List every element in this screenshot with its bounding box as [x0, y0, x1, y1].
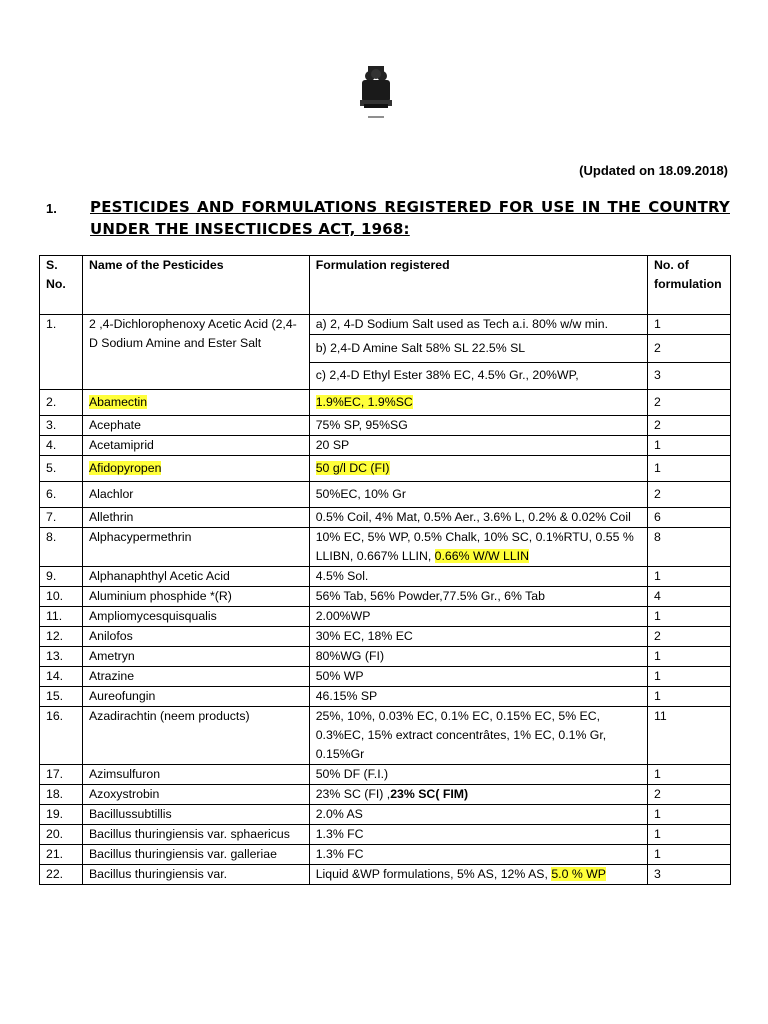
cell-name: Bacillussubtillis: [82, 805, 309, 825]
cell-count: 8: [648, 528, 731, 567]
cell-sno: 21.: [40, 845, 83, 865]
highlighted-formulation: 5.0 % WP: [551, 867, 606, 881]
cell-sno: 12.: [40, 627, 83, 647]
table-row: [40, 567, 731, 587]
table-row: [40, 687, 731, 707]
cell-count: 1: [648, 825, 731, 845]
cell-formulation: 30% EC, 18% EC: [309, 627, 647, 647]
cell-formulation: 25%, 10%, 0.03% EC, 0.1% EC, 0.15% EC, 5% EC, 0.3%EC, 15% extract concentrâtes, 1% EC, 0.1% Gr, 0.15%Gr: [309, 707, 647, 765]
table-row: [40, 805, 731, 825]
cell-count: 1: [648, 567, 731, 587]
cell-formulation: a) 2, 4-D Sodium Salt used as Tech a.i. 80% w/w min.: [309, 315, 647, 335]
cell-count: 2: [648, 416, 731, 436]
cell-formulation: 1.3% FC: [309, 845, 647, 865]
cell-formulation: 2.0% AS: [309, 805, 647, 825]
cell-count: 2: [648, 390, 731, 416]
table-row: [40, 865, 731, 885]
cell-formulation: 23% SC (FI) ,23% SC( FIM): [309, 785, 647, 805]
cell-name: Allethrin: [82, 508, 309, 528]
table-row: [40, 647, 731, 667]
cell-sno: 7.: [40, 508, 83, 528]
cell-formulation: 4.5% Sol.: [309, 567, 647, 587]
table-row: [40, 456, 731, 482]
cell-formulation: 1.9%EC, 1.9%SC: [309, 390, 647, 416]
cell-sno: 10.: [40, 587, 83, 607]
cell-count: 2: [648, 627, 731, 647]
cell-formulation: 20 SP: [309, 436, 647, 456]
cell-formulation: 0.5% Coil, 4% Mat, 0.5% Aer., 3.6% L, 0.2% & 0.02% Coil: [309, 508, 647, 528]
cell-count: 2: [648, 335, 731, 363]
pesticide-table: [39, 255, 731, 885]
cell-count: 4: [648, 587, 731, 607]
cell-sno: 9.: [40, 567, 83, 587]
cell-sno: 11.: [40, 607, 83, 627]
cell-formulation: c) 2,4-D Ethyl Ester 38% EC, 4.5% Gr., 20%WP,: [309, 363, 647, 390]
cell-sno: 18.: [40, 785, 83, 805]
table-row: [40, 436, 731, 456]
national-emblem-logo: [356, 64, 396, 122]
cell-count: 3: [648, 865, 731, 885]
table-row: [40, 482, 731, 508]
header-count: No. of formulation: [648, 256, 731, 315]
cell-sno: 4.: [40, 436, 83, 456]
cell-sno: 5.: [40, 456, 83, 482]
cell-count: 1: [648, 607, 731, 627]
cell-count: 11: [648, 707, 731, 765]
table-row: [40, 627, 731, 647]
table-row: [40, 667, 731, 687]
cell-count: 1: [648, 845, 731, 865]
cell-formulation: 2.00%WP: [309, 607, 647, 627]
cell-name: Alachlor: [82, 482, 309, 508]
cell-name: Ampliomycesquisqualis: [82, 607, 309, 627]
cell-count: 1: [648, 456, 731, 482]
table-header-row: [40, 256, 731, 315]
cell-formulation: 50 g/l DC (FI): [309, 456, 647, 482]
table-row: [40, 528, 731, 567]
cell-name: Acephate: [82, 416, 309, 436]
cell-count: 3: [648, 363, 731, 390]
header-name: Name of the Pesticides: [82, 256, 309, 315]
cell-name: Azimsulfuron: [82, 765, 309, 785]
cell-count: 1: [648, 687, 731, 707]
cell-formulation: 10% EC, 5% WP, 0.5% Chalk, 10% SC, 0.1%RTU, 0.55 % LLIBN, 0.667% LLIN, 0.66% W/W LLIN: [309, 528, 647, 567]
cell-formulation: 50% DF (F.I.): [309, 765, 647, 785]
cell-sno: 13.: [40, 647, 83, 667]
cell-formulation: b) 2,4-D Amine Salt 58% SL 22.5% SL: [309, 335, 647, 363]
cell-name: Azoxystrobin: [82, 785, 309, 805]
cell-count: 1: [648, 315, 731, 335]
table-row: [40, 607, 731, 627]
cell-formulation: 1.3% FC: [309, 825, 647, 845]
bold-formulation: 23% SC( FIM): [390, 787, 469, 801]
header-formulation: Formulation registered: [309, 256, 647, 315]
cell-formulation: Liquid &WP formulations, 5% AS, 12% AS, 5.0 % WP: [309, 865, 647, 885]
cell-count: 1: [648, 436, 731, 456]
cell-sno: 15.: [40, 687, 83, 707]
cell-name: Abamectin: [82, 390, 309, 416]
table-row: [40, 416, 731, 436]
cell-sno: 20.: [40, 825, 83, 845]
cell-formulation: 50% WP: [309, 667, 647, 687]
cell-name: Alphanaphthyl Acetic Acid: [82, 567, 309, 587]
cell-sno: 1.: [40, 315, 83, 390]
cell-name: Afidopyropen: [82, 456, 309, 482]
cell-sno: 19.: [40, 805, 83, 825]
cell-count: 1: [648, 805, 731, 825]
cell-name: Bacillus thuringiensis var.: [82, 865, 309, 885]
cell-sno: 22.: [40, 865, 83, 885]
table-row: [40, 390, 731, 416]
table-row: [40, 845, 731, 865]
cell-formulation: 80%WG (FI): [309, 647, 647, 667]
table-row: [40, 825, 731, 845]
cell-name: Alphacypermethrin: [82, 528, 309, 567]
cell-name: Ametryn: [82, 647, 309, 667]
cell-count: 2: [648, 785, 731, 805]
cell-name: Azadirachtin (neem products): [82, 707, 309, 765]
cell-count: 1: [648, 765, 731, 785]
cell-name: Bacillus thuringiensis var. sphaericus: [82, 825, 309, 845]
table-row: [40, 765, 731, 785]
cell-sno: 17.: [40, 765, 83, 785]
table-row: [40, 315, 731, 335]
table-row: [40, 508, 731, 528]
cell-formulation: 56% Tab, 56% Powder,77.5% Gr., 6% Tab: [309, 587, 647, 607]
section-number: 1.: [46, 201, 57, 216]
cell-formulation: 46.15% SP: [309, 687, 647, 707]
cell-name: Atrazine: [82, 667, 309, 687]
cell-formulation: 75% SP, 95%SG: [309, 416, 647, 436]
cell-formulation: 50%EC, 10% Gr: [309, 482, 647, 508]
cell-sno: 16.: [40, 707, 83, 765]
table-row: [40, 587, 731, 607]
cell-name: Aluminium phosphide *(R): [82, 587, 309, 607]
cell-name: Aureofungin: [82, 687, 309, 707]
cell-name: 2 ,4-Dichlorophenoxy Acetic Acid (2,4-D Sodium Amine and Ester Salt: [82, 315, 309, 390]
cell-count: 1: [648, 667, 731, 687]
highlighted-formulation: 0.66% W/W LLIN: [434, 549, 529, 563]
cell-sno: 8.: [40, 528, 83, 567]
cell-sno: 14.: [40, 667, 83, 687]
section-title: PESTICIDES AND FORMULATIONS REGISTERED FOR USE IN THE COUNTRY UNDER THE INSECTIICDES ACT, 1968:: [90, 198, 730, 238]
cell-name: Anilofos: [82, 627, 309, 647]
header-sno: S. No.: [40, 256, 83, 315]
cell-name: Acetamiprid: [82, 436, 309, 456]
cell-sno: 6.: [40, 482, 83, 508]
table-row: [40, 785, 731, 805]
cell-sno: 3.: [40, 416, 83, 436]
cell-count: 2: [648, 482, 731, 508]
table-row: [40, 707, 731, 765]
cell-count: 1: [648, 647, 731, 667]
cell-name: Bacillus thuringiensis var. galleriae: [82, 845, 309, 865]
updated-date: (Updated on 18.09.2018): [579, 163, 728, 178]
cell-count: 6: [648, 508, 731, 528]
cell-sno: 2.: [40, 390, 83, 416]
